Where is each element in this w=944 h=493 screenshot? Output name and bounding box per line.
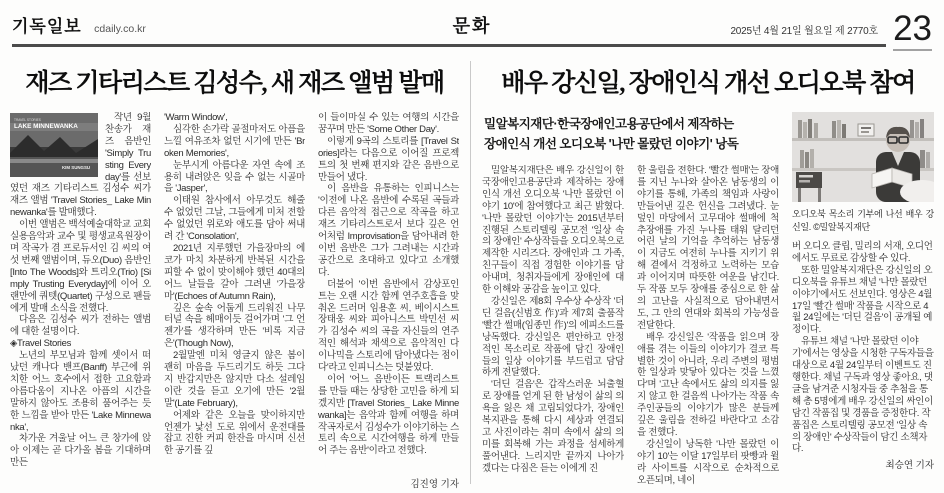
page-header [0, 0, 944, 48]
album-title-text: LAKE MINNEWANKA [14, 123, 78, 130]
photo-caption: 오디오북 목소리 기부에 나선 배우 강신일. ©밀알복지재단 [792, 209, 934, 232]
paragraph: 이 들이마실 수 있는 여행의 시간을 꿈꾸며 만든 'Some Other Day'. [318, 112, 459, 135]
body-column [318, 112, 459, 490]
actor-photo-image [792, 112, 934, 202]
paragraph: 유튜브 채널 '나만 몰랐던 이야기'에서는 영상을 시청한 구독자들을 대상으로 4월 24일부터 이벤트도 진행한다. 채널 구독과 영상 좋아요, 댓글을 남겨준 시청자들 중 추첨을 통해 총 5명에게 배우 강신일의 싸인이 담긴 작품집 및 경품을 증정한다. 작품집은 스토리텔링 공모전 '일상 속의 장애인' 수상작들이 담긴 소책자다. [792, 336, 934, 455]
reporter-byline: 최승연 기자 [885, 460, 934, 472]
paragraph: 또한 밀알복지재단은 강신일의 오디오북을 유튜브 채널 '나만 몰랐던 이야기'에서도 선보인다. 영상은 4월 17일 '빨간 썰매' 작품을 시작으로 4월 24일에는 '더딘 걸음'이 공개될 예정이다. [792, 264, 933, 336]
album-label-text: TRAVEL STORIES [14, 118, 41, 122]
site-url: cdaily.co.kr [94, 23, 146, 35]
paragraph: '더딘 걸음'은 갑작스러운 뇌출혈로 장애를 얻게 된 한 남성이 삶의 의욕을 잃은 채 고립되었다가, 장애인복지관을 통해 다시 세상과 연결되고 사진이라는 취미 속에서 삶의 의미를 회복해 가는 과정을 섬세하게 풀어낸다. 느리지만 끝까지 나아가겠다는 다짐은 듣는 이에게 진 [482, 379, 624, 474]
body-column [482, 165, 624, 490]
right-article-columns [482, 165, 779, 490]
paragraph: 이 음반을 유통하는 인피니스는 '이전에 나온 음반에 수록된 곡들과 다른 음악적 접근으로 작곡을 하고 재즈 기타리스트로서 보다 깊은 언어처럼 Improvisation을 담아내려 한 이번 음반은 그가 그려내는 시간과 공간으로 초대하고 있다'고 소개했다. [318, 183, 459, 278]
paragraph: 배우 강신일은 '작품을 읽으며 장애를 겪는 이들의 이야기가 결코 특별한 것이 아니라, 우리 주변의 평범한 일상과 맞닿아 있다는 것을 느꼈다'며 '고난 속에서도 삶의 의지를 잃지 않고 한 걸음씩 나아가는 작품 속 주인공들의 이야기가 많은 분들께 깊은 울림을 전하길 바란다'고 소감을 전했다. [637, 331, 779, 438]
paragraph: 이어 '어느 음반이든 트랙리스트를 만들 때는 상당한 고민을 하게 되겠지만 [Travel Stories_ Lake Minnewanka]는 음악과 함께 여행을 하며 작곡자로서 김성수가 이야기하는 스토리 속으로 시간여행을 하게 만들어 주는 음반'이라고 전했다. [318, 373, 459, 457]
paragraph: 이번 앨범은 백석예술대학교 교회실용음악과 교수 및 평생교육원장이며 작곡가 겸 프로듀서인 김 씨의 여섯 번째 앨범이며, 듀오(Duo) 음반인 [Into The Woods]와 트리오(Trio) [Simply Trusting Everyday]에 이어 오랜만에 쿼텟(Quartet) 구성으로 팬들에게 발매 소식을 전했다. [10, 219, 151, 314]
paragraph: 한 울림을 전한다. '빨간 썰매'는 장애를 지닌 누나와 살아온 남동생의 이야기를 통해, 가족의 책임과 사랑이 만들어낸 깊은 헌신을 그려냈다. 눈 덮인 마당에서 고무대야 썰매에 척추장애를 가진 누나를 태워 달리던 어린 날의 기억을 추억하는 남동생이 지금도 여전히 누나를 지키기 위해 곁에서 걱정하고 노력하는 모습과 이어지며 따뜻한 여운을 남긴다. 두 작품 모두 장애를 중심으로 한 삶의 고난을 사실적으로 담아내면서도, 그 안의 연대와 회복의 가능성을 전달한다. [637, 165, 779, 331]
paragraph: 심각한 손가락 골절마저도 아픔을 느낄 여유조차 없던 시기에 만든 'Broken Memories', [164, 123, 305, 159]
reporter-byline: 김진영 기자 [410, 479, 459, 490]
paragraph: 2월말엔 미처 영글지 않은 봄이 괜히 마음을 두드리기도 하듯 그다지 반갑지만은 않지만 다소 설레임이란 것을 듣고 오기에 만든 '2월말'(Late February), [164, 350, 305, 409]
paragraph: 강신일이 낭독한 '나만 몰랐던 이야기 10'는 이달 17일부터 팟빵과 윌라 사이트를 시작으로 순차적으로 오픈되며, 네이 [637, 438, 779, 486]
page-number: 23 [893, 11, 932, 51]
album-artist-text: KIM SUNGSU [62, 165, 91, 170]
paragraph: 다음은 김성수 씨가 전하는 앨범에 대한 설명이다. [10, 314, 151, 338]
paragraph: 깊은 숲속 어둡게 드리워진 나무 터널 속을 헤매이듯 걸어가며 '그 언젠가'를 생각하며 만든 '비록 지금은'(Though Now), [164, 302, 305, 350]
masthead-group [12, 12, 146, 37]
paragraph: 'Warm Window', [164, 112, 228, 123]
right-article-body [482, 112, 934, 490]
paragraph: 2021년 지루했던 가을장마의 에코가 마치 차분하게 반복된 시간을 피할 수 없이 맞이해야 했던 40대의 어느 날들을 갈아 그려낸 '가을장마'(Echoes of Autumn Rain), [164, 242, 305, 302]
date-issue: 2025년 4월 21일 월요일 제 2770호 [730, 26, 878, 37]
subheadline-line2: 장애인식 개선 오디오북 '나만 몰랐던 이야기' 낭독 [484, 137, 739, 151]
paragraph: 작년 9월 찬송가 재즈 음반인 'Simply Trusting Everyday'를 선보였던 재즈 기타리스트 김성수 씨가 재즈 앨범 'Travel Stories_ Lake Minnewanka'를 발매했다. [10, 112, 151, 219]
travel-stories-heading: ◈Travel Stories [10, 338, 72, 350]
column-text [792, 241, 934, 455]
right-article [482, 47, 934, 490]
subheadline [484, 114, 779, 154]
paragraph: 차가운 겨울날 어느 큰 창가에 앉아 이제는 곧 다가올 봄을 기대하며 만든 [10, 433, 151, 469]
paragraph: 어제와 같은 오늘을 맞이하지만 언젠가 낯선 도로 위에서 운전대를 잡고 진한 커피 한잔을 마시며 신선한 공기를 깊 [164, 409, 305, 457]
body-column [164, 112, 305, 490]
album-cover-image [10, 113, 98, 177]
paragraph: 더불어 '이번 음반에서 감상포인트는 오랜 시간 함께 연주호흡을 맞춰온 드러머 임용훈 씨, 베이시스트 장태웅 씨와 피아니스트 박민선 씨가 김성수 씨의 곡을 자신들의 연주적인 해석과 채색으로 음악적인 다이나믹을 스토리에 담아냈다는 점이다'라고 인피니스는 덧붙였다. [318, 278, 459, 374]
paragraph: 노년의 부모님과 함께 셋이서 떠났던 캐나다 밴프(Banff) 부근에 위치한 어느 호수에서 접한 고요함과 아름다움이 지나온 아픔의 시간을 말하지 않아도 조용히 품어주는 듯한 느낌을 받아 만든 'Lake Minnewanka', [10, 350, 151, 433]
body-column [637, 165, 779, 490]
right-article-left-zone [482, 112, 779, 490]
masthead: 기독일보 [12, 17, 82, 36]
paragraph: 밀알복지재단은 배우 강신일이 한국장애인고용공단과 제작하는 장애인식 개선 오디오북 '나만 몰랐던 이야기 10'에 참여했다고 최근 밝혔다. '나만 몰랐던 이야기'는 2015년부터 진행된 스토리텔링 공모전 '일상 속의 장애인' 수상작들을 오디오북으로 제작한 시리즈다. 장애인과 그 가족, 친구들이 직접 경험한 이야기를 담아내며, 청취자들에게 장애인에 대한 이해와 공감을 높이고 있다. [482, 165, 624, 296]
section-title: 문화 [452, 16, 492, 36]
left-article-headline: 재즈 기타리스트 김성수, 새 재즈 앨범 발매 [25, 70, 444, 97]
paragraph: 이렇게 9곡의 스토리를 [Travel Stories]라는 다음으로 이어질 프로젝트의 첫 번째 편지와 같은 음반으로 만들어 냈다. [318, 135, 459, 183]
paragraph: 이태원 참사에서 아무것도 해줄 수 없었던 그날, 그들에게 미처 전할 수 없었던 위로와 애도를 담아 써내려 간 'Consolation', [164, 195, 305, 243]
paragraph: 강신일은 제8회 우수상 수상작 '더딘 걸음(신범호 作)'과 제7회 출품작 '빨간 썰매(임종민 作)'의 에피소드를 낭독했다. 강신일은 편안하고 안정적인 목소리로 작품에 담긴 장애인들의 일상 이야기를 부드럽고 담담하게 전달했다. [482, 295, 624, 379]
left-article-body [10, 112, 459, 490]
left-article [10, 47, 459, 490]
subheadline-line1: 밀알복지재단·한국장애인고용공단에서 제작하는 [484, 117, 734, 131]
body-column [792, 112, 934, 490]
paragraph: 버 오디오 클립, 밀리의 서재, 오디언에서도 무료로 감상할 수 있다. [792, 241, 933, 264]
content-area [0, 47, 944, 490]
article-divider [470, 61, 471, 484]
body-column [10, 112, 151, 490]
paragraph: 눈부시게 아름다운 자연 속에 조용히 내려앉은 잊을 수 없는 시골마을 'Jasper', [164, 159, 305, 195]
column-text [318, 112, 459, 474]
right-article-headline: 배우 강신일, 장애인식 개선 오디오북 참여 [501, 70, 915, 97]
